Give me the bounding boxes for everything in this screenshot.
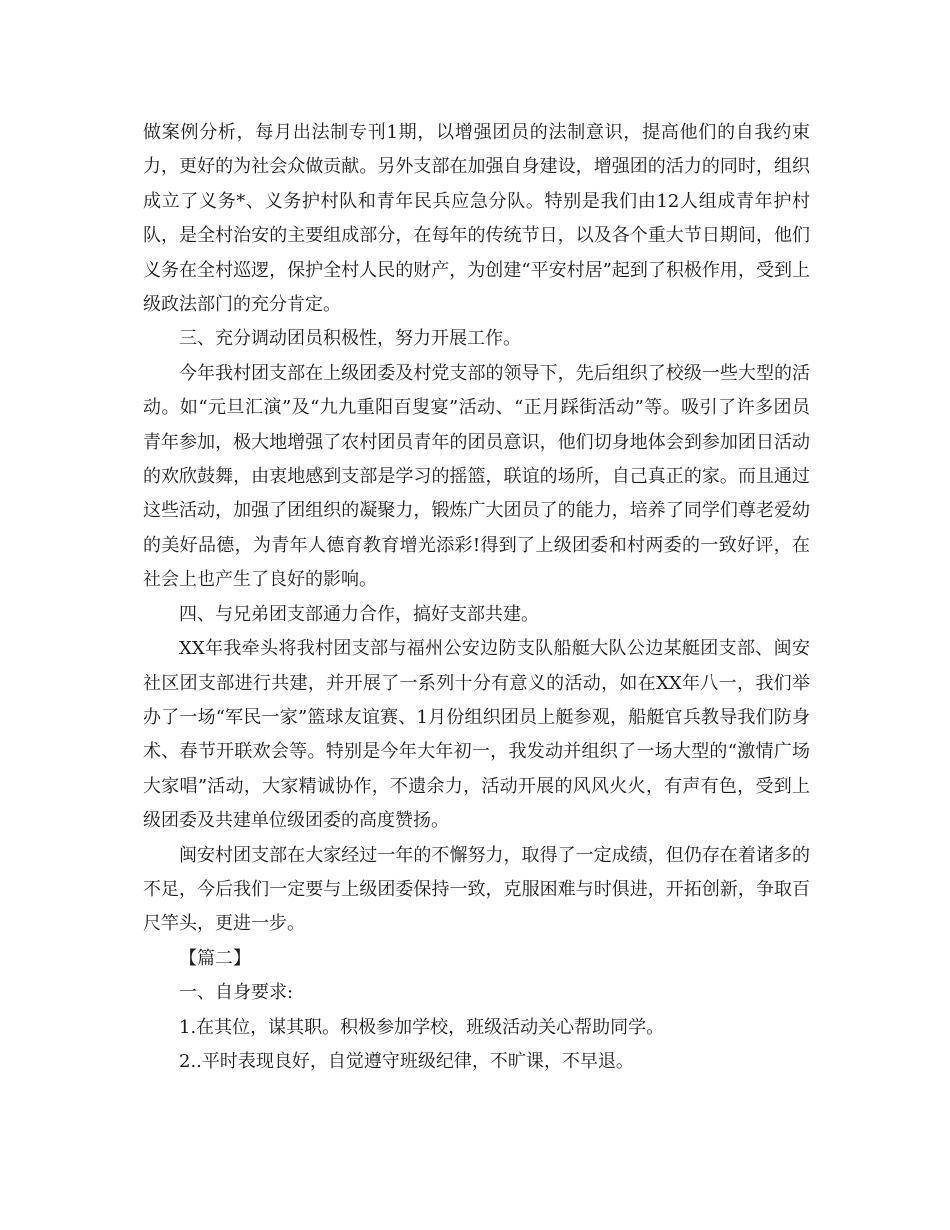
- list-item-2: 2..平时表现良好，自觉遵守班级纪律，不旷课，不早退。: [179, 1050, 634, 1072]
- paragraph-conclusion: 闽安村团支部在大家经过一年的不懈努力，取得了一定成绩，但仍存在着诸多的不足，今后我们一定要与上级团委保持一致，克服困难与时俱进，开拓创新，争取百尺竿头，更进一步。: [143, 844, 810, 935]
- paragraph-activities: 今年我村团支部在上级团委及村党支部的领导下，先后组织了校级一些大型的活动。如“元旦汇演”及“九九重阳百叟宴”活动、“正月踩街活动”等。吸引了许多团员青年参加，极大地增强了农村团员青年的团员意识，他们切身地体会到参加团日活动的欢欣鼓舞，由衷地感到支部是学习的摇篮，联谊的场所，自己真正的家。而且通过这些活动，加强了团组织的凝聚力，锻炼广大团员了的能力，培养了同学们尊老爱幼的美好品德，为青年人德育教育增光添彩!得到了上级团委和村两委的一致好评，在社会上也产生了良好的影响。: [143, 362, 810, 591]
- paragraph-legal-education: 做案例分析，每月出法制专刊1期，以增强团员的法制意识，提高他们的自我约束力，更好的为社会众做贡献。另外支部在加强自身建设，增强团的活力的同时，组织成立了义务*、义务护村队和青年民兵应急分队。特别是我们由12人组成青年护村队，是全村治安的主要组成部分，在每年的传统节日，以及各个重大节日期间，他们义务在全村巡逻，保护全村人民的财产，为创建“平安村居”起到了积极作用，受到上级政法部门的充分肯定。: [143, 122, 810, 316]
- paragraph-joint-building: XX年我牵头将我村团支部与福州公安边防支队船艇大队公边某艇团支部、闽安社区团支部进行共建，并开展了一系列十分有意义的活动，如在XX年八一，我们举办了一场“军民一家”篮球友谊赛、1月份组织团员上艇参观，船艇官兵教导我们防身术、春节开联欢会等。特别是今年大年初一，我发动并组织了一场大型的“激情广场大家唱”活动，大家精诚协作，不遗余力，活动开展的风风火火，有声有色，受到上级团委及共建单位级团委的高度赞扬。: [143, 638, 810, 832]
- heading-section-three: 三、充分调动团员积极性，努力开展工作。: [179, 328, 521, 350]
- document-body: [143, 116, 810, 1079]
- heading-self-requirements: 一、自身要求:: [179, 982, 294, 1004]
- heading-section-four: 四、与兄弟团支部通力合作，搞好支部共建。: [179, 603, 539, 625]
- heading-part-two: 【篇二】: [179, 947, 251, 969]
- list-item-1: 1.在其位，谋其职。积极参加学校，班级活动关心帮助同学。: [179, 1016, 665, 1038]
